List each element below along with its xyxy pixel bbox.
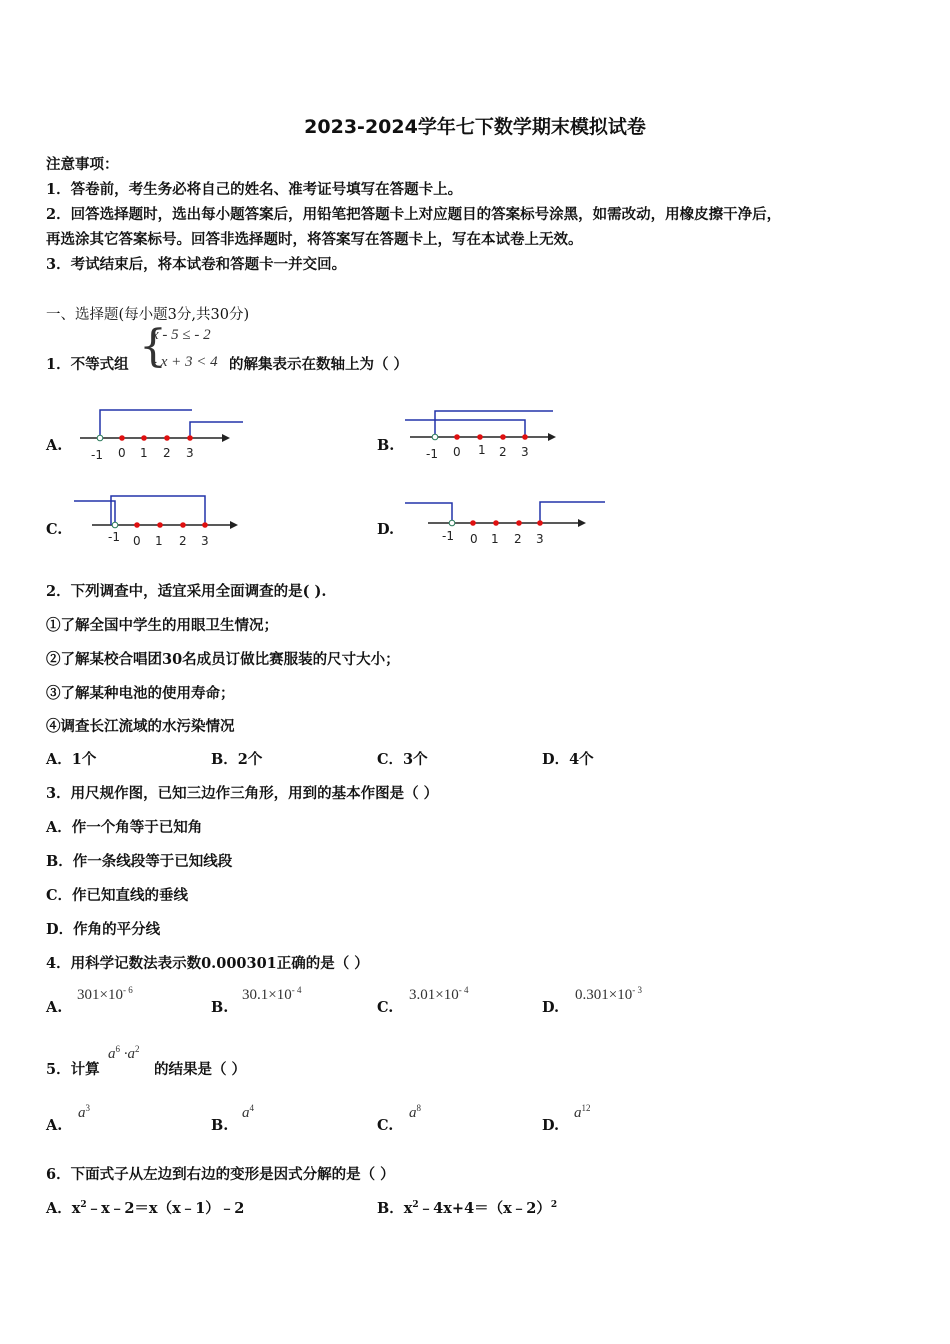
notice-item: 3．考试结束后，将本试卷和答题卡一并交回。 [46, 256, 347, 273]
tick-label: -1 [426, 447, 438, 461]
q4-stem: 4．用科学记数法表示数0.000301正确的是（ ） [46, 955, 369, 972]
system-brace: { [139, 321, 167, 372]
tick-label: -1 [108, 530, 120, 544]
q6-option-a: A．$x^2﹣x﹣2=x(x﹣1)﹣2$ [46, 1200, 245, 1217]
q1-suffix: 的解集表示在数轴上为（ ） [229, 356, 409, 373]
q5-option-b-label: B. [211, 1117, 229, 1134]
q2-item: ④调查长江流域的水污染情况 [46, 718, 235, 735]
q5-option-a-value: $a^3$ [78, 1103, 90, 1121]
tick-label: 1 [478, 443, 486, 457]
q5-option-b-value: $a^4$ [242, 1103, 254, 1121]
tick-label: 2 [179, 534, 187, 548]
q5-suffix: 的结果是（ ） [154, 1061, 247, 1078]
q3-option-c: C．作已知直线的垂线 [46, 887, 189, 904]
q3-option-b: B．作一条线段等于已知线段 [46, 853, 233, 870]
tick-label: 3 [536, 532, 544, 546]
notice-item: 1．答卷前，考生务必将自己的姓名、准考证号填写在答题卡上。 [46, 181, 463, 198]
tick-label: 0 [470, 532, 478, 546]
q5-option-c-value: $a^8$ [409, 1103, 421, 1121]
q6-option-b: B．$x^2﹣4x+4=(x﹣2)^2$ [377, 1200, 558, 1217]
q1-option-c-label: C. [46, 521, 63, 538]
tick-label: 2 [163, 446, 171, 460]
q4-option-a-value: $301\times 10^{- 6}$ [77, 985, 133, 1003]
tick-label: 0 [133, 534, 141, 548]
q5-option-a-label: A. [46, 1117, 63, 1134]
q4-option-b-label: B. [211, 999, 229, 1016]
q2-option-a: A．1个 [46, 751, 97, 768]
q1-number-line-a [70, 400, 260, 470]
q2-stem: 2．下列调查中，适宜采用全面调查的是( ). [46, 583, 327, 600]
q2-item: ③了解某种电池的使用寿命； [46, 685, 235, 702]
q4-option-c-label: C. [377, 999, 394, 1016]
q2-option-d: D．4个 [542, 751, 594, 768]
tick-label: -1 [91, 448, 103, 462]
q1-number-line-c [70, 488, 260, 558]
q1-prefix: 1．不等式组 [46, 356, 129, 373]
q5-option-d-value: $a^{12}$ [574, 1103, 591, 1121]
q4-option-a-label: A. [46, 999, 63, 1016]
tick-label: 3 [201, 534, 209, 548]
q2-item: ①了解全国中学生的用眼卫生情况； [46, 617, 278, 634]
section-heading: 一、选择题(每小题3分,共30分) [46, 307, 250, 323]
q5-option-c-label: C. [377, 1117, 394, 1134]
page-title: 2023-2024学年七下数学期末模拟试卷 [304, 116, 646, 138]
q2-option-b: B．2个 [211, 751, 263, 768]
tick-label: 0 [118, 446, 126, 460]
q5-expression: $a^6 \cdot a^2$ [108, 1044, 140, 1062]
q4-option-b-value: $30.1\times 10^{- 4}$ [242, 985, 302, 1003]
notice-heading: 注意事项： [46, 156, 119, 173]
q1-option-b-label: B. [377, 437, 395, 454]
tick-label: 1 [140, 446, 148, 460]
tick-label: -1 [442, 529, 454, 543]
q4-option-d-value: $0.301\times 10^{- 3}$ [575, 985, 642, 1003]
q3-option-d: D．作角的平分线 [46, 921, 161, 938]
q5-option-d-label: D. [542, 1117, 560, 1134]
q1-number-line-d [400, 488, 610, 558]
q4-option-c-value: $3.01\times 10^{- 4}$ [409, 985, 469, 1003]
tick-label: 3 [186, 446, 194, 460]
q1-inequality-1: x - 5 ≤ - 2 [152, 327, 211, 343]
q6-stem: 6．下面式子从左边到右边的变形是因式分解的是（ ） [46, 1166, 395, 1183]
tick-label: 1 [491, 532, 499, 546]
q4-option-d-label: D. [542, 999, 560, 1016]
q5-prefix: 5．计算 [46, 1061, 100, 1078]
q3-option-a: A．作一个角等于已知角 [46, 819, 203, 836]
notice-item: 再选涂其它答案标号。回答非选择题时，将答案写在答题卡上，写在本试卷上无效。 [46, 231, 583, 248]
q1-option-a-label: A. [46, 437, 63, 454]
notice-item: 2．回答选择题时，选出每小题答案后，用铅笔把答题卡上对应题目的答案标号涂黑，如需改动，用橡皮擦干净后， [46, 206, 782, 223]
q1-option-d-label: D. [377, 521, 395, 538]
tick-label: 2 [499, 445, 507, 459]
tick-label: 0 [453, 445, 461, 459]
q1-inequality-2: - x + 3 < 4 [152, 354, 218, 370]
q2-option-c: C．3个 [377, 751, 428, 768]
tick-label: 2 [514, 532, 522, 546]
tick-label: 1 [155, 534, 163, 548]
q3-stem: 3．用尺规作图，已知三边作三角形，用到的基本作图是（ ） [46, 785, 439, 802]
tick-label: 3 [521, 445, 529, 459]
q1-number-line-b [400, 400, 590, 470]
q2-item: ②了解某校合唱团30名成员订做比赛服装的尺寸大小； [46, 651, 400, 668]
